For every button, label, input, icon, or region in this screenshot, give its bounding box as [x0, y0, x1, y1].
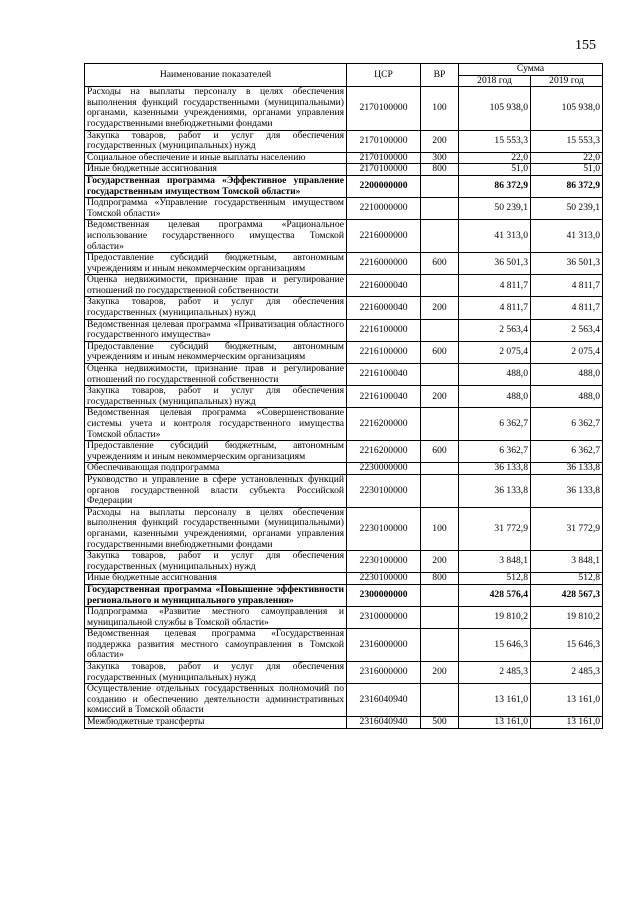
row-sum-2018: 51,0 [459, 164, 531, 176]
row-vr: 800 [421, 573, 459, 585]
row-sum-2018: 19 810,2 [459, 607, 531, 629]
row-csr: 2210000000 [347, 198, 421, 220]
row-sum-2019: 2 563,4 [531, 319, 603, 341]
row-name: Ведомственная целевая программа «Совершенствование системы учета и контроля государственного имущества Томской области» [85, 408, 347, 441]
header-csr: ЦСР [347, 64, 421, 87]
table-row [85, 441, 603, 463]
row-name: Закупка товаров, работ и услуг для обеспечения государственных (муниципальных) нужд [85, 662, 347, 684]
row-sum-2019: 22,0 [531, 152, 603, 164]
row-name: Иные бюджетные ассигнования [85, 164, 347, 176]
row-csr: 2200000000 [347, 175, 421, 197]
row-vr: 200 [421, 130, 459, 152]
row-csr: 2310000000 [347, 607, 421, 629]
row-sum-2018: 105 938,0 [459, 87, 531, 130]
row-sum-2019: 86 372,9 [531, 175, 603, 197]
row-vr: 200 [421, 551, 459, 573]
row-sum-2019: 36 501,3 [531, 253, 603, 275]
row-sum-2018: 36 133,8 [459, 474, 531, 507]
row-csr: 2216100000 [347, 319, 421, 341]
table-row [85, 364, 603, 386]
row-name: Закупка товаров, работ и услуг для обеспечения государственных (муниципальных) нужд [85, 551, 347, 573]
row-sum-2018: 36 133,8 [459, 463, 531, 475]
row-name: Межбюджетные трансферты [85, 717, 347, 729]
table-row [85, 164, 603, 176]
row-sum-2018: 488,0 [459, 364, 531, 386]
table-row [85, 584, 603, 606]
row-vr [421, 474, 459, 507]
row-name: Иные бюджетные ассигнования [85, 573, 347, 585]
row-sum-2019: 488,0 [531, 386, 603, 408]
table-row [85, 684, 603, 717]
row-sum-2019: 428 567,3 [531, 584, 603, 606]
table-row [85, 629, 603, 662]
row-name: Закупка товаров, работ и услуг для обеспечения государственных (муниципальных) нужд [85, 386, 347, 408]
row-vr [421, 684, 459, 717]
row-name: Государственная программа «Эффективное управление государственным имуществом Томской области» [85, 175, 347, 197]
table-row [85, 198, 603, 220]
row-csr: 2216100040 [347, 386, 421, 408]
row-vr [421, 607, 459, 629]
row-csr: 2316040940 [347, 684, 421, 717]
row-sum-2018: 428 576,4 [459, 584, 531, 606]
table-row [85, 463, 603, 475]
row-sum-2018: 13 161,0 [459, 684, 531, 717]
row-vr [421, 463, 459, 475]
page-number: 155 [575, 38, 596, 53]
row-csr: 2316000000 [347, 662, 421, 684]
row-csr: 2316000000 [347, 629, 421, 662]
row-sum-2018: 4 811,7 [459, 297, 531, 319]
row-sum-2019: 31 772,9 [531, 507, 603, 550]
row-csr: 2170100000 [347, 87, 421, 130]
row-name: Ведомственная целевая программа «Рациональное использование государственного имущества Томской области» [85, 220, 347, 253]
row-csr: 2216100040 [347, 364, 421, 386]
row-name: Подпрограмма «Развитие местного самоуправления и муниципальной службы в Томской области» [85, 607, 347, 629]
row-vr [421, 275, 459, 297]
row-vr [421, 629, 459, 662]
row-sum-2019: 36 133,8 [531, 474, 603, 507]
row-name: Закупка товаров, работ и услуг для обеспечения государственных (муниципальных) нужд [85, 130, 347, 152]
row-name: Руководство и управление в сфере установленных функций органов государственной власти субъекта Российской Федерации [85, 474, 347, 507]
row-vr: 600 [421, 253, 459, 275]
header-name: Наименование показателей [85, 64, 347, 87]
row-sum-2019: 6 362,7 [531, 408, 603, 441]
row-vr: 600 [421, 441, 459, 463]
table-row [85, 220, 603, 253]
table-row [85, 152, 603, 164]
row-name: Ведомственная целевая программа «Приватизация областного государственного имущества» [85, 319, 347, 341]
table-row [85, 573, 603, 585]
row-csr: 2230100000 [347, 573, 421, 585]
row-sum-2018: 86 372,9 [459, 175, 531, 197]
row-vr [421, 408, 459, 441]
row-name: Оценка недвижимости, признание прав и регулирование отношений по государственной собственности [85, 275, 347, 297]
row-vr [421, 364, 459, 386]
row-sum-2019: 488,0 [531, 364, 603, 386]
table-row [85, 662, 603, 684]
row-csr: 2216000040 [347, 297, 421, 319]
row-sum-2018: 2 075,4 [459, 341, 531, 363]
row-name: Осуществление отдельных государственных полномочий по созданию и обеспечению деятельности административных комиссий в Томской области [85, 684, 347, 717]
table-row [85, 717, 603, 729]
header-vr: ВР [421, 64, 459, 87]
row-csr: 2170100000 [347, 164, 421, 176]
header-year-2018: 2018 год [459, 75, 531, 87]
row-csr: 2230100000 [347, 474, 421, 507]
table-row [85, 507, 603, 550]
row-vr: 100 [421, 507, 459, 550]
row-csr: 2216200000 [347, 441, 421, 463]
row-name: Социальное обеспечение и иные выплаты населению [85, 152, 347, 164]
header-row [85, 64, 603, 76]
row-csr: 2216200000 [347, 408, 421, 441]
table-row [85, 386, 603, 408]
row-sum-2019: 2 075,4 [531, 341, 603, 363]
row-name: Обеспечивающая подпрограмма [85, 463, 347, 475]
row-name: Подпрограмма «Управление государственным имуществом Томской области» [85, 198, 347, 220]
table-row [85, 130, 603, 152]
row-name: Предоставление субсидий бюджетным, автономным учреждениям и иным некоммерческим организациям [85, 441, 347, 463]
row-sum-2018: 36 501,3 [459, 253, 531, 275]
row-sum-2019: 105 938,0 [531, 87, 603, 130]
row-sum-2019: 13 161,0 [531, 684, 603, 717]
row-sum-2019: 2 485,3 [531, 662, 603, 684]
row-sum-2019: 36 133,8 [531, 463, 603, 475]
row-sum-2019: 41 313,0 [531, 220, 603, 253]
row-vr: 600 [421, 341, 459, 363]
row-sum-2019: 6 362,7 [531, 441, 603, 463]
row-sum-2018: 2 485,3 [459, 662, 531, 684]
row-sum-2018: 6 362,7 [459, 408, 531, 441]
row-csr: 2216000040 [347, 275, 421, 297]
row-sum-2018: 3 848,1 [459, 551, 531, 573]
row-name: Расходы на выплаты персоналу в целях обеспечения выполнения функций государственными (муниципальными) органами, казенными учреждениями, органами управления государственными внебюджетными фондами [85, 87, 347, 130]
row-sum-2019: 3 848,1 [531, 551, 603, 573]
row-sum-2018: 31 772,9 [459, 507, 531, 550]
row-sum-2019: 4 811,7 [531, 275, 603, 297]
table-row [85, 551, 603, 573]
row-name: Предоставление субсидий бюджетным, автономным учреждениям и иным некоммерческим организациям [85, 341, 347, 363]
row-name: Предоставление субсидий бюджетным, автономным учреждениям и иным некоммерческим организациям [85, 253, 347, 275]
row-sum-2018: 15 553,3 [459, 130, 531, 152]
table-body [85, 87, 603, 728]
table-row [85, 275, 603, 297]
table-row [85, 175, 603, 197]
row-sum-2019: 4 811,7 [531, 297, 603, 319]
row-vr: 200 [421, 297, 459, 319]
row-vr: 800 [421, 164, 459, 176]
row-csr: 2216000000 [347, 220, 421, 253]
table-row [85, 253, 603, 275]
row-csr: 2170100000 [347, 130, 421, 152]
row-vr [421, 175, 459, 197]
row-sum-2019: 19 810,2 [531, 607, 603, 629]
row-name: Государственная программа «Повышение эффективности регионального и муниципального управления» [85, 584, 347, 606]
row-csr: 2300000000 [347, 584, 421, 606]
row-sum-2018: 2 563,4 [459, 319, 531, 341]
budget-table [84, 63, 603, 729]
row-name: Закупка товаров, работ и услуг для обеспечения государственных (муниципальных) нужд [85, 297, 347, 319]
row-vr: 200 [421, 662, 459, 684]
row-csr: 2170100000 [347, 152, 421, 164]
row-sum-2019: 50 239,1 [531, 198, 603, 220]
table-row [85, 474, 603, 507]
row-csr: 2216000000 [347, 253, 421, 275]
table-row [85, 607, 603, 629]
row-vr: 300 [421, 152, 459, 164]
row-sum-2019: 15 553,3 [531, 130, 603, 152]
row-sum-2019: 512,8 [531, 573, 603, 585]
row-sum-2018: 6 362,7 [459, 441, 531, 463]
table-row [85, 319, 603, 341]
row-sum-2018: 4 811,7 [459, 275, 531, 297]
table-row [85, 87, 603, 130]
row-csr: 2230100000 [347, 551, 421, 573]
row-sum-2018: 13 161,0 [459, 717, 531, 729]
row-csr: 2230000000 [347, 463, 421, 475]
row-vr [421, 198, 459, 220]
header-sum: Сумма [459, 64, 603, 76]
row-vr [421, 319, 459, 341]
table-row [85, 341, 603, 363]
row-vr: 100 [421, 87, 459, 130]
row-name: Ведомственная целевая программа «Государственная поддержка развития местного самоуправления в Томской области» [85, 629, 347, 662]
row-sum-2018: 15 646,3 [459, 629, 531, 662]
row-sum-2018: 41 313,0 [459, 220, 531, 253]
row-vr: 500 [421, 717, 459, 729]
row-csr: 2230100000 [347, 507, 421, 550]
row-sum-2019: 13 161,0 [531, 717, 603, 729]
row-vr [421, 584, 459, 606]
row-sum-2018: 488,0 [459, 386, 531, 408]
row-name: Расходы на выплаты персоналу в целях обеспечения выполнения функций государственными (муниципальными) органами, казенными учреждениями, органами управления государственными внебюджетными фондами [85, 507, 347, 550]
header-year-2019: 2019 год [531, 75, 603, 87]
table-row [85, 297, 603, 319]
row-sum-2018: 512,8 [459, 573, 531, 585]
row-sum-2019: 51,0 [531, 164, 603, 176]
row-csr: 2216100000 [347, 341, 421, 363]
row-vr: 200 [421, 386, 459, 408]
table-row [85, 408, 603, 441]
row-sum-2018: 50 239,1 [459, 198, 531, 220]
row-name: Оценка недвижимости, признание прав и регулирование отношений по государственной собственности [85, 364, 347, 386]
row-vr [421, 220, 459, 253]
row-sum-2018: 22,0 [459, 152, 531, 164]
row-csr: 2316040940 [347, 717, 421, 729]
row-sum-2019: 15 646,3 [531, 629, 603, 662]
